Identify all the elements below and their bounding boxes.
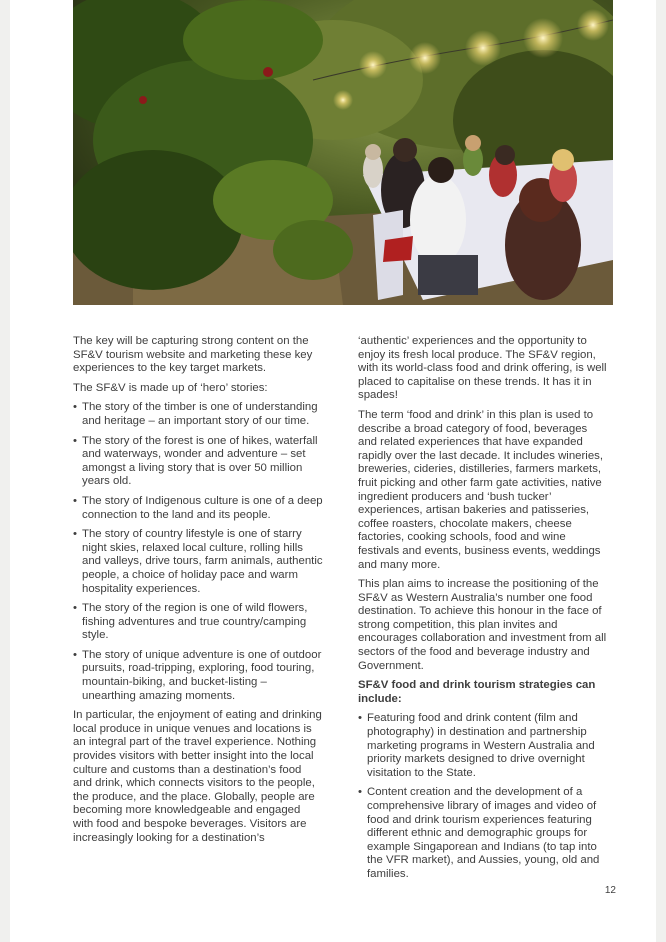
list-item: • Featuring food and drink content (film and photography) in destination and partnership marketing programs in Western Australia and priority markets designed to drive overnight visitation to the State. [358, 712, 595, 779]
intro-paragraph: The key will be capturing strong content on the SF&V tourism website and marketing these key experiences to the key target markets. [73, 335, 313, 375]
strategies-list [358, 712, 608, 881]
left-text-column [73, 335, 323, 851]
list-item: • The story of the region is one of wild flowers, fishing adventures and true country/camping style. [73, 602, 308, 642]
list-item: • The story of Indigenous culture is one of a deep connection to the land and its people. [73, 494, 323, 521]
bullet-icon: • [73, 494, 77, 507]
hero-photo [73, 0, 613, 305]
hero-stories-list [73, 401, 323, 703]
page-number: 12 [604, 885, 616, 896]
continuation-paragraph: ‘authentic’ experiences and the opportunity to enjoy its fresh local produce. The SF&V region, with its world-class food and drink offering, is well placed to capitalise on these trends. It has it in spades! [358, 335, 607, 402]
bullet-icon: • [73, 434, 77, 447]
bullet-icon: • [73, 602, 77, 615]
bullet-icon: • [73, 648, 77, 661]
bullet-icon: • [358, 712, 362, 725]
list-item: • Content creation and the development of a comprehensive library of images and video of food and drink tourism experiences featuring different ethnic and demographic groups for example Singaporean and Indians (to tap into the VFR market), and Aussies, young, old and families. [358, 786, 600, 880]
hero-stories-intro: The SF&V is made up of ‘hero’ stories: [73, 381, 268, 394]
bullet-icon: • [358, 786, 362, 799]
strategies-heading: SF&V food and drink tourism strategies can include: [358, 679, 596, 705]
bullet-icon: • [73, 401, 77, 414]
definition-paragraph: The term ‘food and drink’ in this plan is used to describe a broad category of food, beverages and related experiences that have expanded rapidly over the last decade. It includes wineries, breweries, cideries, distilleries, farmers markets, fruit picking and other farm gate activities, native ingredient producers and ‘bush tucker’ experiences, artisan bakeries and patisseries, coffee roasters, chocolate makers, cheese factories, cooking schools, food and wine festivals and events, business events, weddings and many more. [358, 408, 604, 571]
dinner-photo-illustration [73, 0, 613, 305]
list-item: • The story of the forest is one of hikes, waterfall and waterways, wonder and adventure – set amongst a living story that is over 50 million years old. [73, 434, 318, 488]
plan-aims-paragraph: This plan aims to increase the positioning of the SF&V as Western Australia’s number one food destination. To achieve this honour in the face of strong competition, this plan invites and encourages collaboration and investment from all sectors of the food and beverage industry and Government. [358, 578, 607, 672]
list-item: • The story of unique adventure is one of outdoor pursuits, road-tripping, exploring, food touring, mountain-biking, and bucket-listing – unearthing amazing moments. [73, 648, 322, 702]
bullet-icon: • [73, 528, 77, 541]
list-item: • The story of the timber is one of understanding and heritage – an important story of our time. [73, 401, 318, 427]
closing-paragraph: In particular, the enjoyment of eating and drinking local produce in unique venues and locations is an integral part of the travel experience. Nothing provides visitors with better insight into the local culture and customs than a destination’s food and drink, which connects visitors to the people, the produce, and the place. Globally, people are becoming more knowledgeable and engaged with food and bespoke beverages. Visitors are increasingly looking for a destination’s [73, 709, 322, 844]
right-text-column [358, 335, 608, 888]
list-item: • The story of country lifestyle is one of starry night skies, relaxed local culture, rolling hills and valleys, drive tours, farm animals, authentic people, a choice of holiday pace and warm hospitality experiences. [73, 528, 323, 595]
